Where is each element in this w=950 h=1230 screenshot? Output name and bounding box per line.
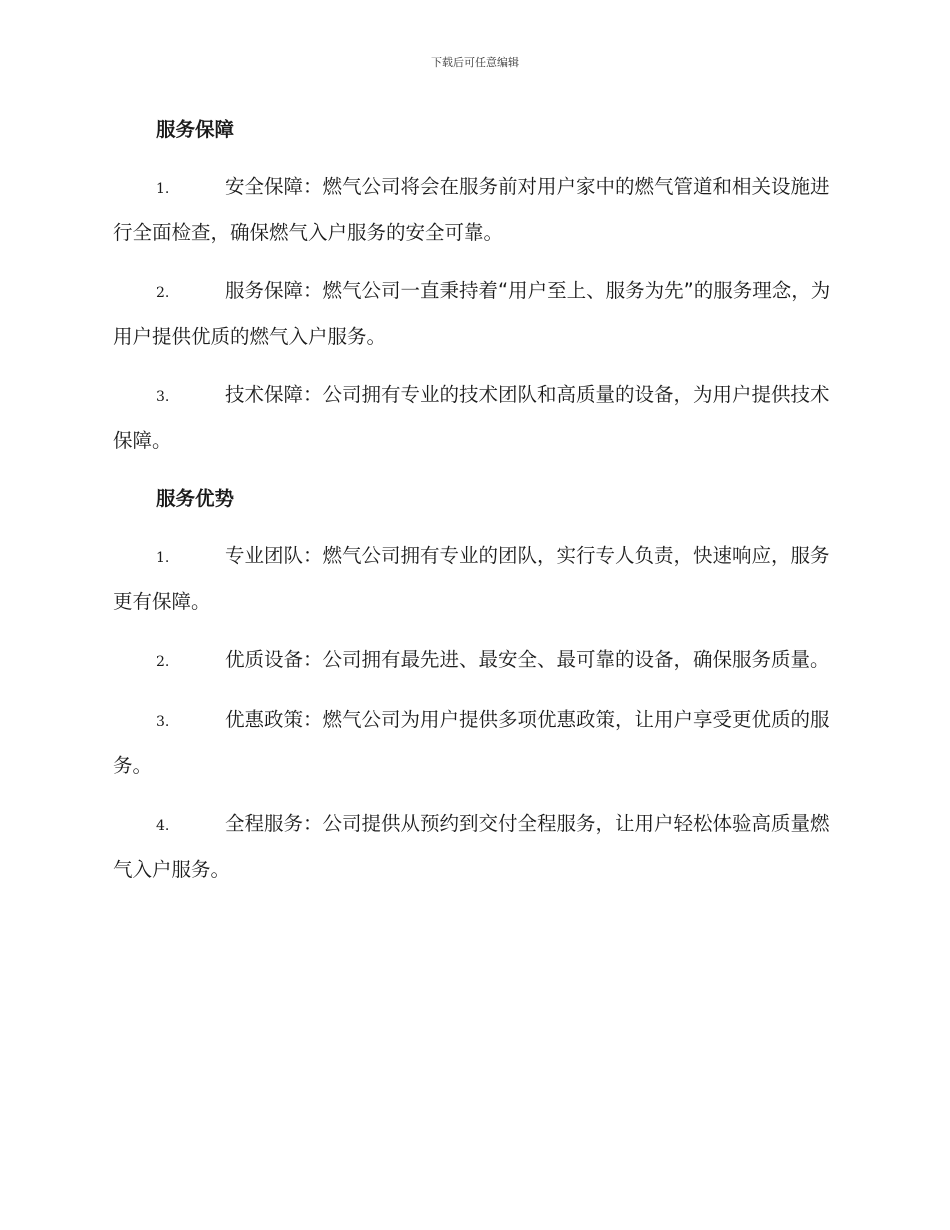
section-spacer: [113, 463, 837, 477]
list-item-text: 优惠政策：燃气公司为用户提供多项优惠政策，让用户享受更优质的服务。: [113, 708, 830, 777]
section-heading-service-guarantee: 服务保障: [156, 118, 235, 141]
list-number: 2.: [156, 285, 170, 301]
list-item: [113, 802, 837, 892]
document-body: [113, 108, 837, 892]
list-item: [113, 269, 837, 359]
section-heading-service-advantages: 服务优势: [156, 487, 235, 510]
list-number: 2.: [156, 654, 170, 670]
list-item-text: 优质设备：公司拥有最先进、最安全、最可靠的设备，确保服务质量。: [225, 648, 830, 671]
list-item: [113, 534, 837, 624]
list-number: 4.: [156, 818, 170, 834]
list-item: [113, 373, 837, 463]
list-item-text: 全程服务：公司提供从预约到交付全程服务，让用户轻松体验高质量燃气入户服务。: [113, 812, 830, 881]
header-note: 下载后可任意编辑: [431, 56, 519, 69]
list-number: 1.: [156, 181, 170, 197]
list-item: [113, 698, 837, 788]
list-number: 1.: [156, 550, 170, 566]
list-item-text: 技术保障：公司拥有专业的技术团队和高质量的设备，为用户提供技术保障。: [113, 383, 830, 452]
list-item: [113, 165, 837, 255]
list-number: 3.: [156, 389, 170, 405]
list-item: [113, 638, 837, 684]
list-item-text: 服务保障：燃气公司一直秉持着“用户至上、服务为先”的服务理念，为用户提供优质的燃气入户服务。: [113, 279, 831, 348]
list-item-text: 专业团队：燃气公司拥有专业的团队，实行专人负责，快速响应，服务更有保障。: [113, 544, 830, 613]
list-number: 3.: [156, 714, 170, 730]
list-item-text: 安全保障：燃气公司将会在服务前对用户家中的燃气管道和相关设施进行全面检查，确保燃气入户服务的安全可靠。: [113, 175, 830, 244]
